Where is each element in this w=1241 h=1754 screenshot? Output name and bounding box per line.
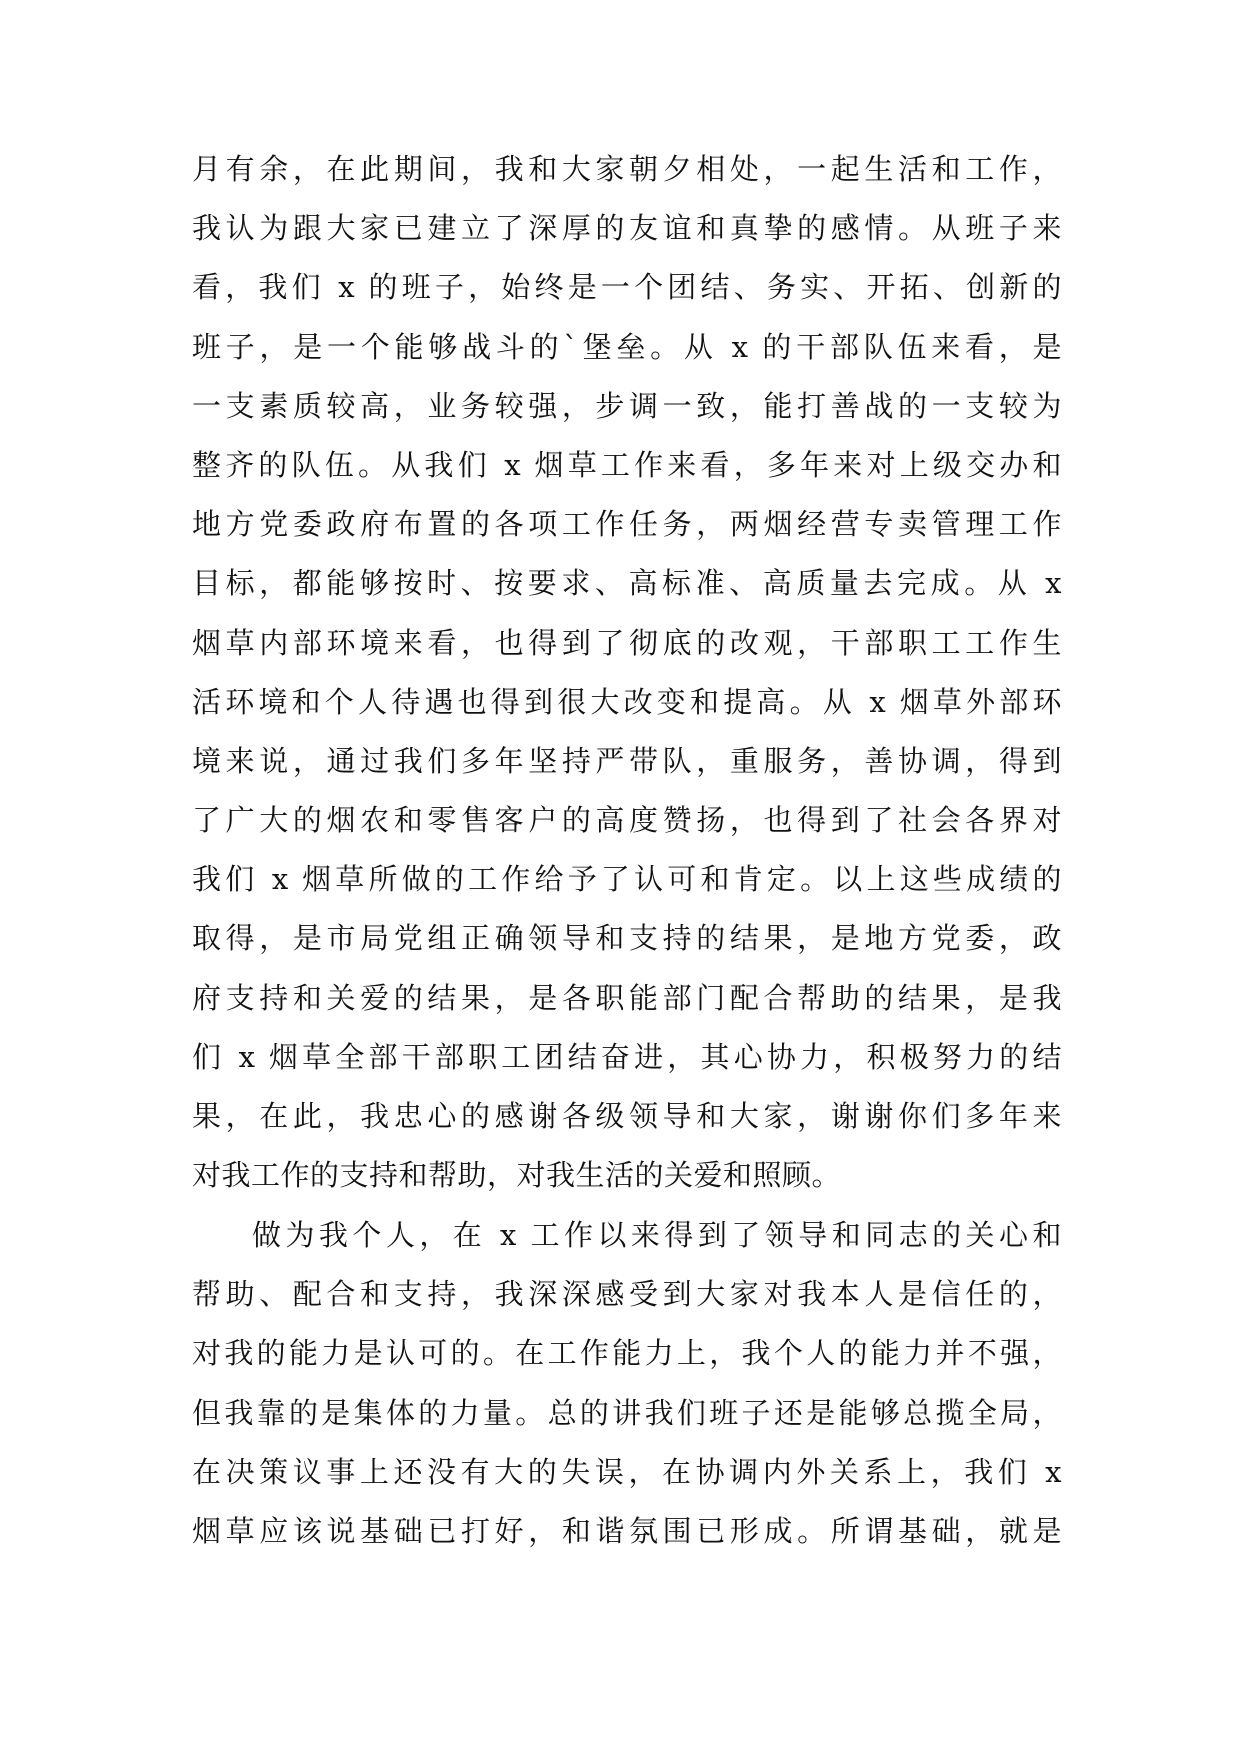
paragraph-2 [192, 1206, 1062, 1561]
paragraph-line: 但我靠的是集体的力量。总的讲我们班子还是能够总揽全局， [192, 1395, 1062, 1430]
paragraph-line: 烟草内部环境来看，也得到了彻底的改观，干部职工工作生 [192, 625, 1062, 660]
paragraph-line: 活环境和个人待遇也得到很大改变和提高。从 x 烟草外部环 [192, 684, 1062, 719]
paragraph-line: 我们 x 烟草所做的工作给予了认可和肯定。以上这些成绩的 [192, 862, 1062, 897]
paragraph-line: 看，我们 x 的班子，始终是一个团结、务实、开拓、创新的 [192, 270, 1062, 305]
paragraph-line: 我认为跟大家已建立了深厚的友谊和真挚的感情。从班子来 [192, 211, 1062, 246]
paragraph-line: 做为我个人，在 x 工作以来得到了领导和同志的关心和 [252, 1218, 1062, 1252]
paragraph-line: 一支素质较高，业务较强，步调一致，能打善战的一支较为 [192, 388, 1062, 423]
paragraph-line: 境来说，通过我们多年坚持严带队，重服务，善协调，得到 [192, 743, 1062, 778]
paragraph-line: 整齐的队伍。从我们 x 烟草工作来看，多年来对上级交办和 [192, 447, 1062, 482]
paragraph-line: 对我的能力是认可的。在工作能力上，我个人的能力并不强， [192, 1336, 1062, 1371]
paragraph-line: 月有余，在此期间，我和大家朝夕相处，一起生活和工作， [192, 152, 1062, 186]
paragraph-line: 地方党委政府布置的各项工作任务，两烟经营专卖管理工作 [192, 507, 1062, 542]
paragraph-line: 目标，都能够按时、按要求、高标准、高质量去完成。从 x [192, 566, 1062, 601]
paragraph-line: 帮助、配合和支持，我深深感受到大家对我本人是信任的， [192, 1277, 1062, 1312]
paragraph-line: 班子，是一个能够战斗的`堡垒。从 x 的干部队伍来看，是 [192, 329, 1062, 364]
paragraph-line: 了广大的烟农和零售客户的高度赞扬，也得到了社会各界对 [192, 803, 1062, 838]
paragraph-line: 果，在此，我忠心的感谢各级领导和大家，谢谢你们多年来 [192, 1099, 1062, 1133]
paragraph-line: 取得，是市局党组正确领导和支持的结果，是地方党委，政 [192, 921, 1062, 956]
paragraph-line: 烟草应该说基础已打好，和谐氛围已形成。所谓基础，就是 [192, 1513, 1062, 1548]
paragraph-line: 在决策议事上还没有大的失误，在协调内外关系上，我们 x [192, 1454, 1062, 1489]
paragraph-line: 们 x 烟草全部干部职工团结奋进，其心协力，积极努力的结 [192, 1039, 1062, 1074]
paragraph-line: 府支持和关爱的结果，是各职能部门配合帮助的结果，是我 [192, 980, 1062, 1015]
paragraph-line: 对我工作的支持和帮助，对我生活的关爱和照顾。 [192, 1158, 842, 1193]
paragraph-1 [192, 140, 1062, 1205]
